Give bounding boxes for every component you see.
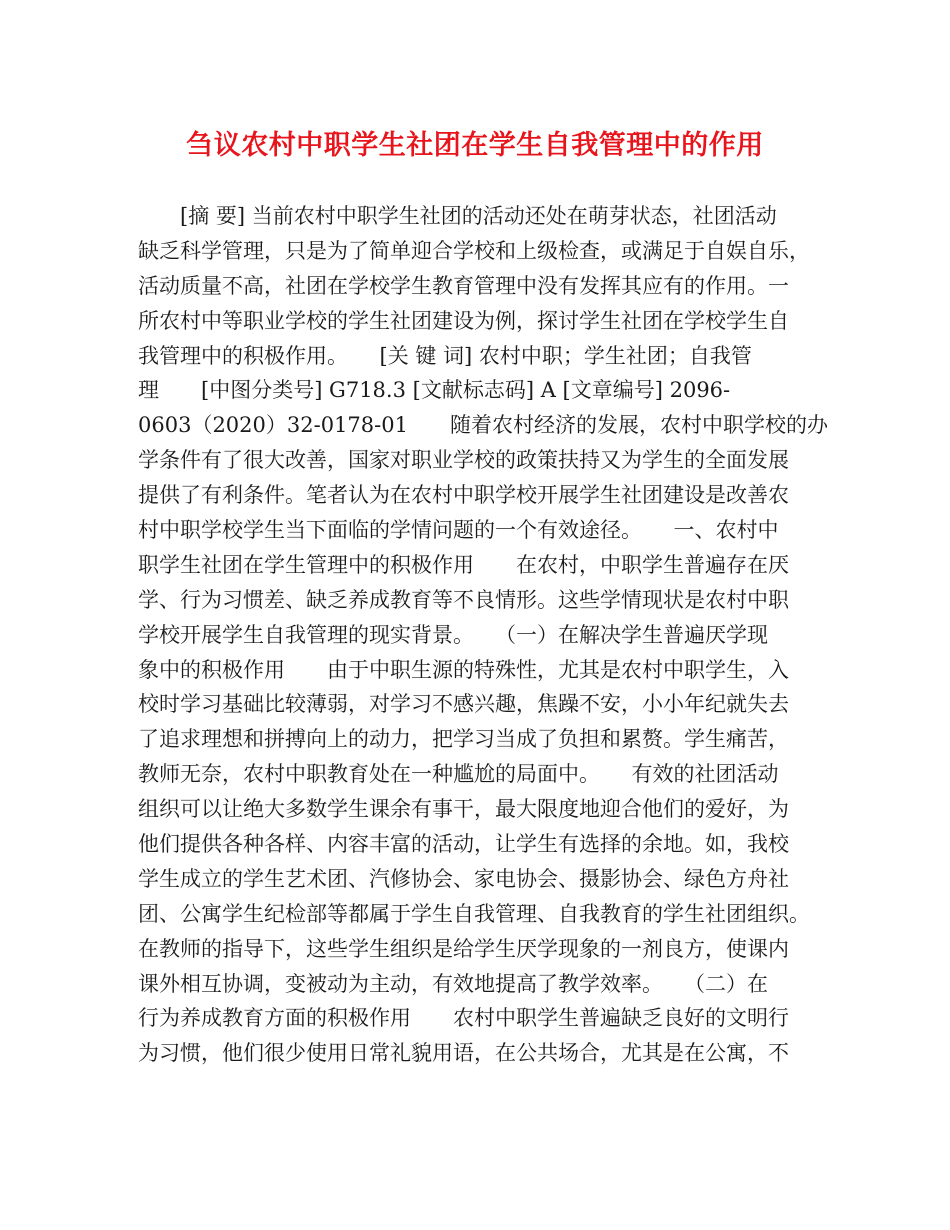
document-body xyxy=(138,199,838,1071)
body-text-line: 组织可以让绝大多数学生课余有事干，最大限度地迎合他们的爱好，为 xyxy=(138,797,789,822)
body-text-line: 课外相互协调，变被动为主动，有效地提高了教学效率。 （二）在 xyxy=(138,971,768,996)
body-text-line: 学条件有了很大改善，国家对职业学校的政策扶持又为学生的全面发展 xyxy=(138,448,789,473)
body-text-line: 提供了有利条件。笔者认为在农村中职学校开展学生社团建设是改善农 xyxy=(138,483,789,508)
body-text-line: 了追求理想和拼搏向上的动力，把学习当成了负担和累赘。学生痛苦， xyxy=(138,727,789,752)
body-text-line: 职学生社团在学生管理中的积极作用 在农村，中职学生普遍存在厌 xyxy=(138,552,789,577)
body-text-line: 团、公寓学生纪检部等都属于学生自我管理、自我教育的学生社团组织。 xyxy=(138,901,810,926)
body-text-line: 象中的积极作用 由于中职生源的特殊性，尤其是农村中职学生，入 xyxy=(138,657,789,682)
body-text-line: 他们提供各种各样、内容丰富的活动，让学生有选择的余地。如，我校 xyxy=(138,832,789,857)
body-text-line: 学生成立的学生艺术团、汽修协会、家电协会、摄影协会、绿色方舟社 xyxy=(138,866,789,891)
body-text-line: 行为养成教育方面的积极作用 农村中职学生普遍缺乏良好的文明行 xyxy=(138,1006,789,1031)
body-text-line: 学校开展学生自我管理的现实背景。 （一）在解决学生普遍厌学现 xyxy=(138,622,768,647)
body-text-line: [摘 要] 当前农村中职学生社团的活动还处在萌芽状态，社团活动 xyxy=(138,204,777,228)
body-text-line: 为习惯，他们很少使用日常礼貌用语，在公共场合，尤其是在公寓，不 xyxy=(138,1041,789,1066)
body-text-line: 学、行为习惯差、缺乏养成教育等不良情形。这些学情现状是农村中职 xyxy=(138,587,789,612)
body-text-line: 缺乏科学管理，只是为了简单迎合学校和上级检查，或满足于自娱自乐， xyxy=(138,238,810,263)
body-text-line: 理 [中图分类号] G718.3 [文献标志码] A [文章编号] 2096- xyxy=(138,378,731,403)
document-title: 刍议农村中职学生社团在学生自我管理中的作用 xyxy=(186,130,764,161)
body-text-line: 校时学习基础比较薄弱，对学习不感兴趣，焦躁不安，小小年纪就失去 xyxy=(138,692,789,717)
body-text-line: 村中职学校学生当下面临的学情问题的一个有效途径。 一、农村中 xyxy=(138,518,779,543)
body-text-line: 所农村中等职业学校的学生社团建设为例，探讨学生社团在学校学生自 xyxy=(138,308,789,333)
body-text-line: 我管理中的积极作用。 [关 键 词] 农村中职；学生社团；自我管 xyxy=(138,343,752,368)
body-text-line: 在教师的指导下，这些学生组织是给学生厌学现象的一剂良方，使课内 xyxy=(138,936,789,961)
body-text-line: 活动质量不高，社团在学校学生教育管理中没有发挥其应有的作用。一 xyxy=(138,273,789,298)
body-text-line: 教师无奈，农村中职教育处在一种尴尬的局面中。 有效的社团活动 xyxy=(138,762,779,787)
body-text-line: 0603（2020）32-0178-01 随着农村经济的发展，农村中职学校的办 xyxy=(138,413,828,438)
